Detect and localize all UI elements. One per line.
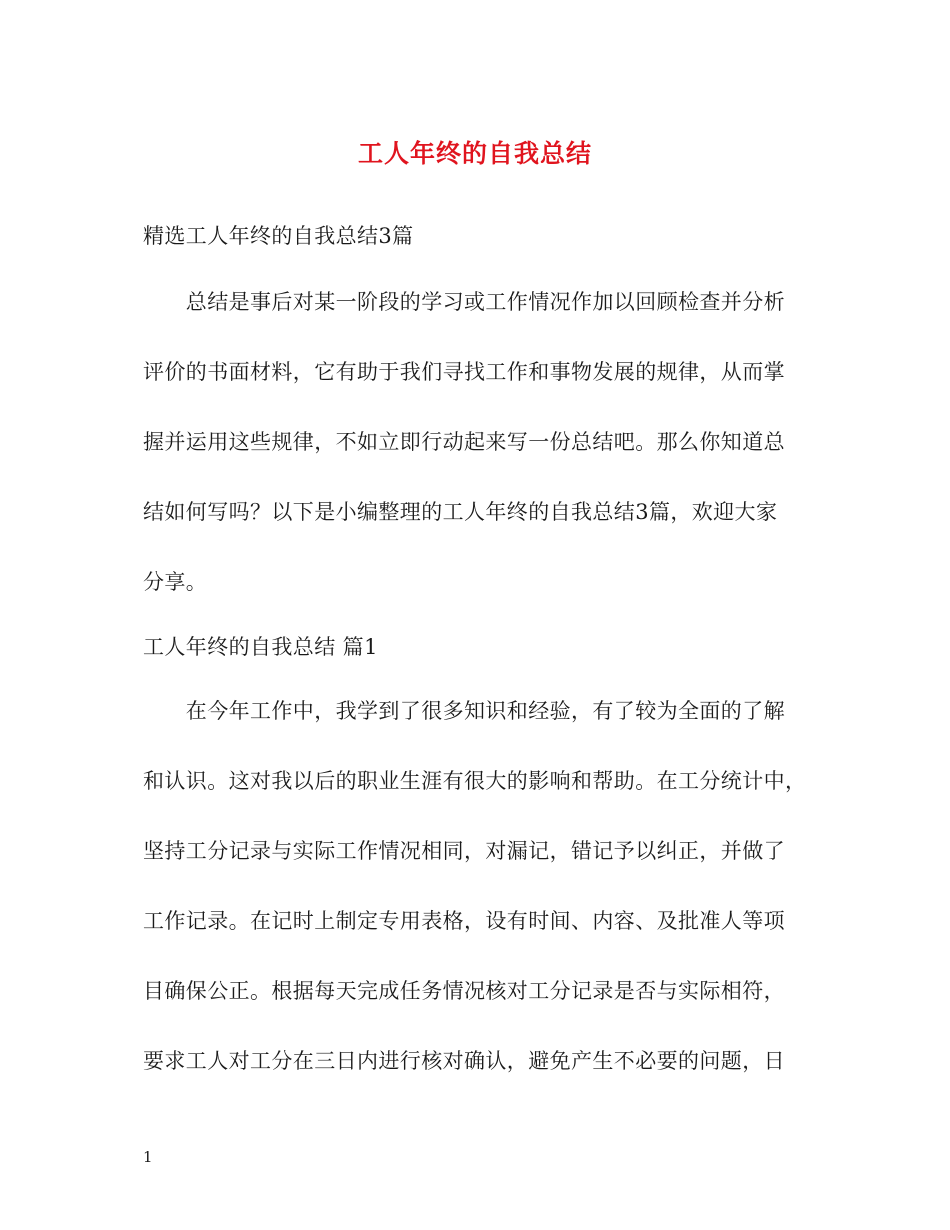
intro-line: 总结是事后对某一阶段的学习或工作情况作加以回顾检查并分析 (143, 290, 785, 314)
intro-line: 握并运用这些规律，不如立即行动起来写一份总结吧。那么你知道总 (143, 430, 785, 454)
body-line: 要求工人对工分在三日内进行核对确认，避免产生不必要的问题，日 (143, 1049, 785, 1073)
document-title: 工人年终的自我总结 (357, 139, 592, 168)
document-subtitle: 精选工人年终的自我总结3篇 (143, 224, 414, 248)
page-number: 1 (143, 1148, 153, 1166)
section-heading: 工人年终的自我总结 篇1 (143, 635, 378, 659)
body-line: 坚持工分记录与实际工作情况相同，对漏记，错记予以纠正，并做了 (143, 839, 785, 863)
intro-line: 分享。 (143, 570, 208, 594)
body-line: 在今年工作中，我学到了很多知识和经验，有了较为全面的了解 (143, 699, 785, 723)
body-line: 和认识。这对我以后的职业生涯有很大的影响和帮助。在工分统计中， (143, 769, 807, 793)
intro-line: 结如何写吗？以下是小编整理的工人年终的自我总结3篇，欢迎大家 (143, 500, 778, 524)
body-line: 工作记录。在记时上制定专用表格，设有时间、内容、及批准人等项 (143, 909, 785, 933)
intro-line: 评价的书面材料，它有助于我们寻找工作和事物发展的规律，从而掌 (143, 360, 785, 384)
body-line: 目确保公正。根据每天完成任务情况核对工分记录是否与实际相符， (143, 979, 785, 1003)
